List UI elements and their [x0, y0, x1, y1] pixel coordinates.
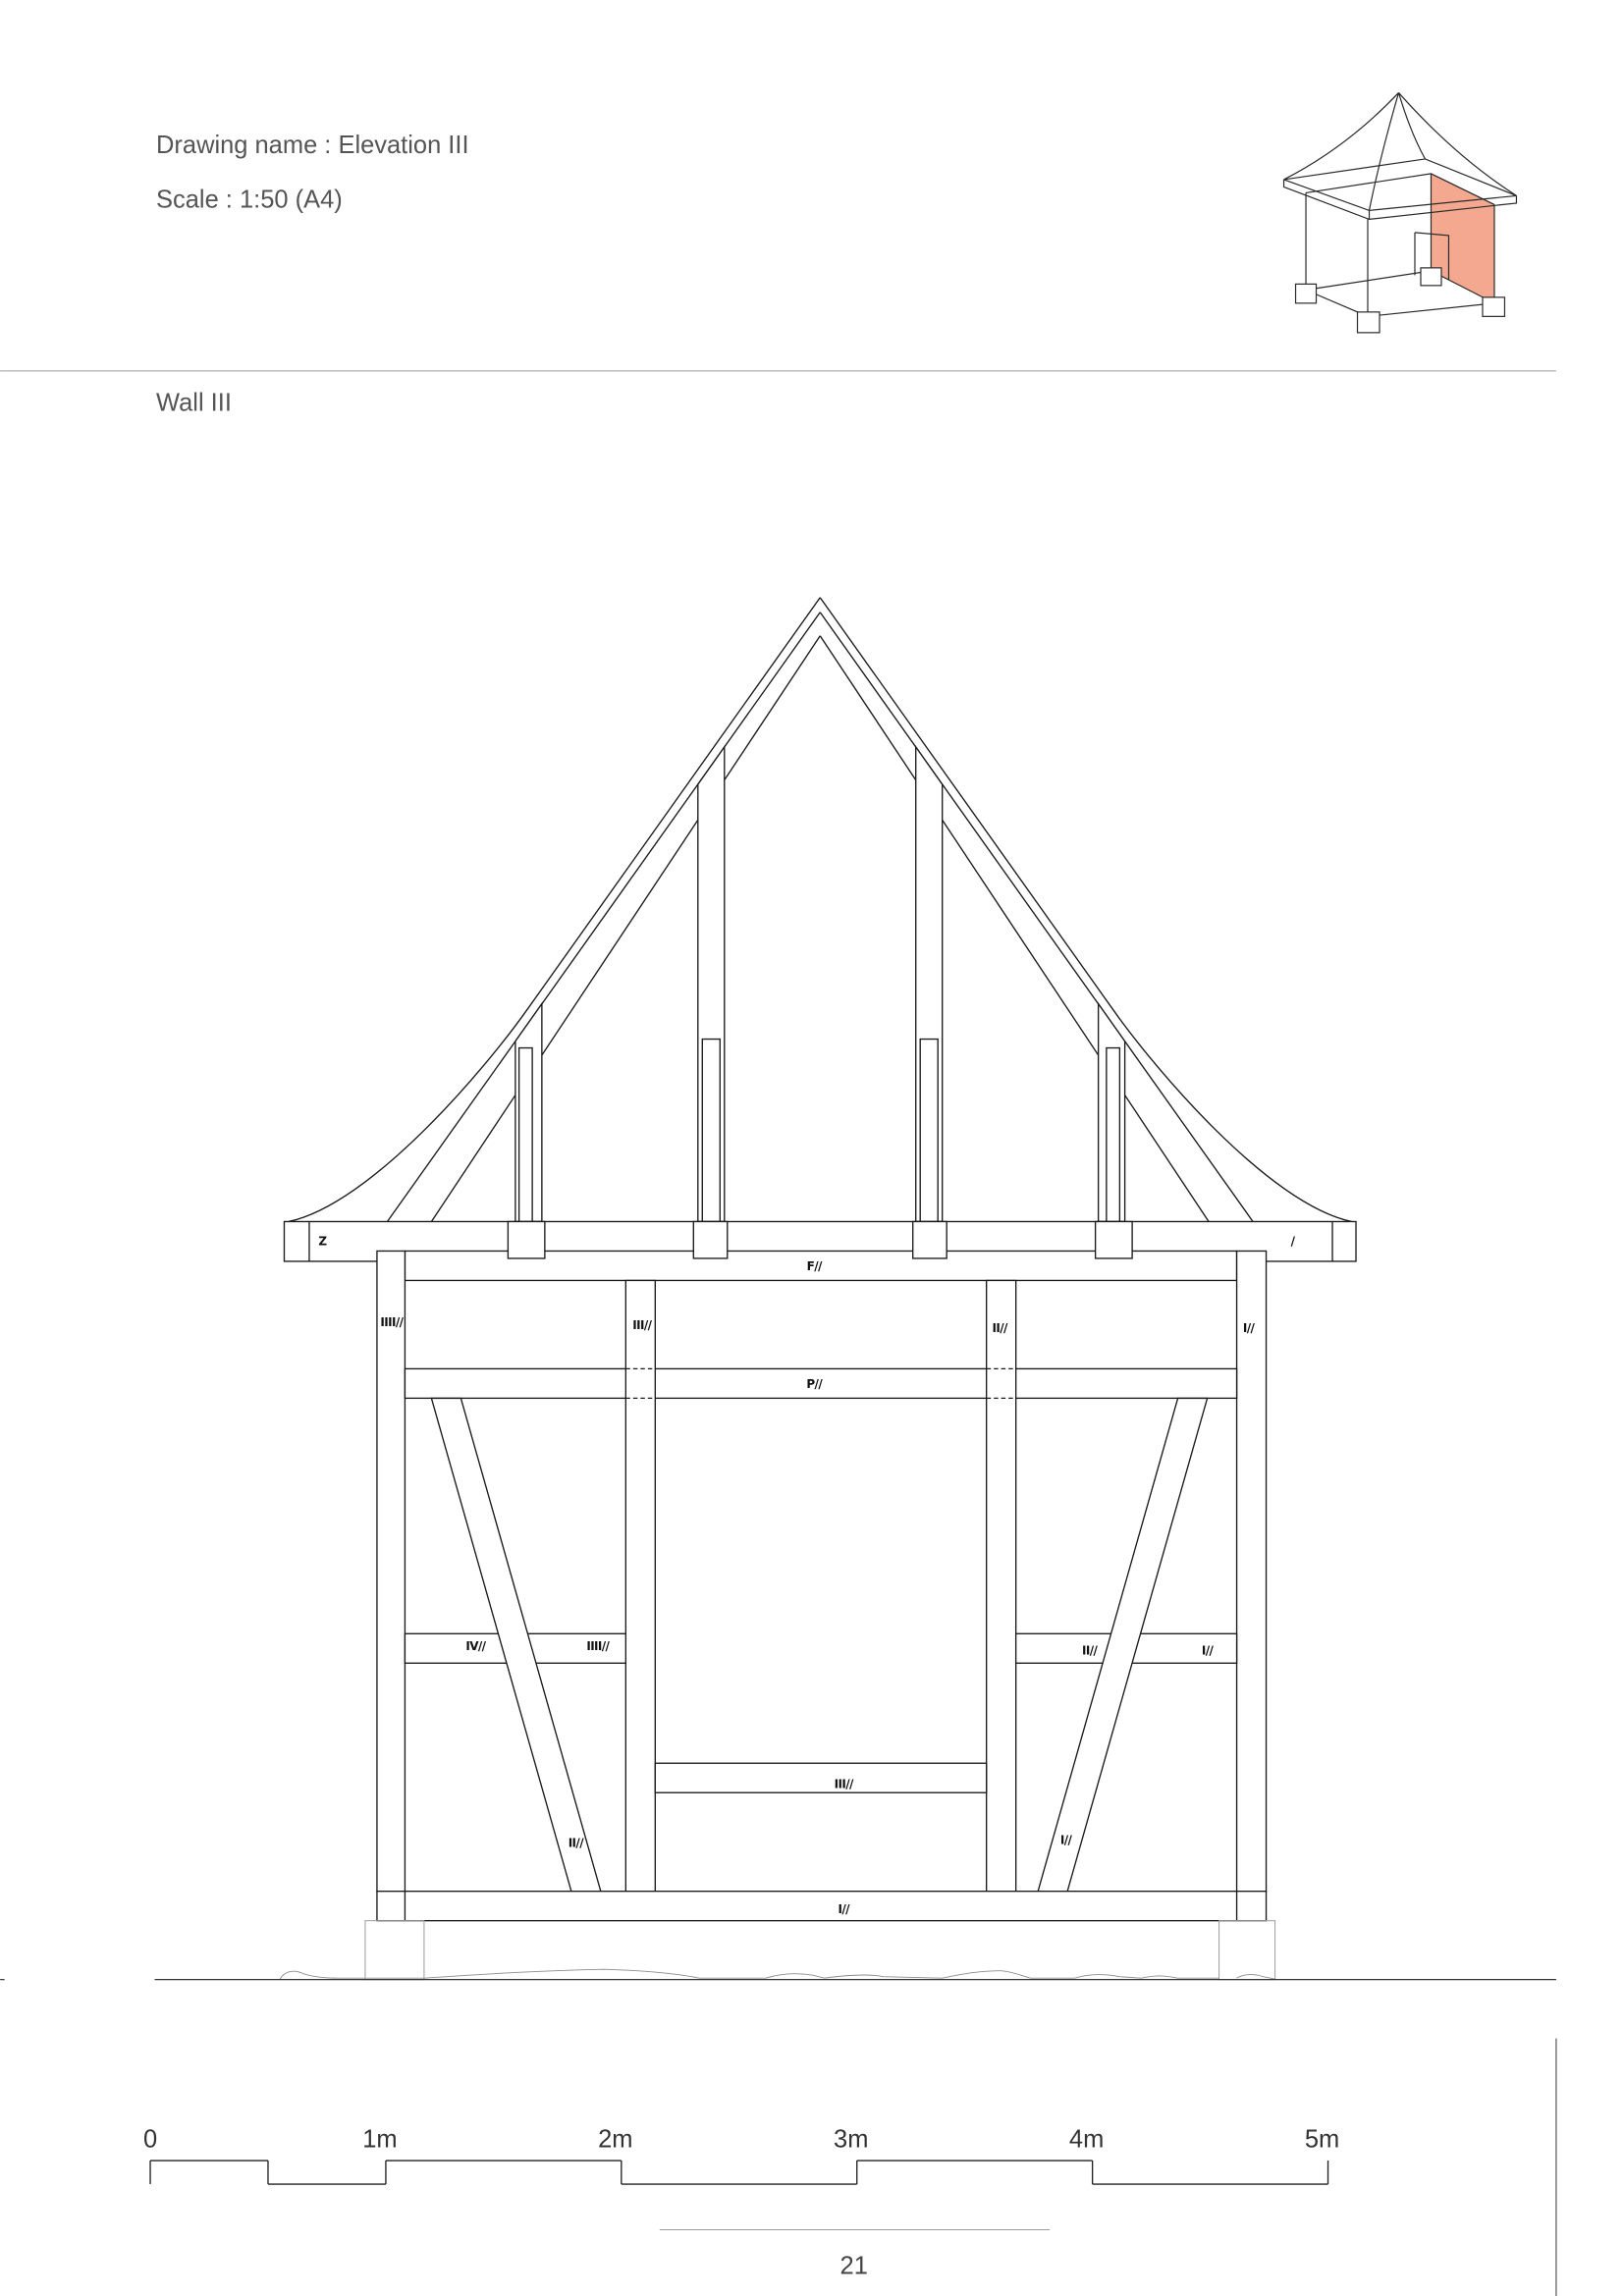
mark-mid-rail-left-outer: IV// [465, 1638, 486, 1653]
door-post-right [987, 1280, 1016, 1891]
post-block-left [508, 1221, 544, 1257]
foundation-block-c [1483, 297, 1504, 316]
post-block-mid-left [693, 1221, 727, 1257]
scale-bar-label-1m: 1m [362, 2125, 398, 2154]
mark-brace-right: I// [1059, 1833, 1072, 1847]
drawing-name-label: Drawing name : Elevation III [156, 131, 469, 159]
corner-post-right [1237, 1251, 1267, 1891]
mark-mid-rail-right-outer: I// [1201, 1643, 1214, 1658]
mark-corner-post-left: IIII// [380, 1314, 404, 1329]
post-block-mid-right [913, 1221, 947, 1257]
mark-corner-post-right: I// [1242, 1320, 1255, 1335]
mark-mid-rail-right-inner: II// [1081, 1643, 1098, 1658]
mark-sill-beam: I// [838, 1902, 849, 1917]
sill-beam [377, 1892, 1267, 1921]
scale-bar-label-2m: 2m [598, 2125, 633, 2154]
scale-bar-label-0: 0 [142, 2125, 158, 2154]
scale-bar-label-5m: 5m [1304, 2125, 1340, 2154]
page-number: 21 [839, 2252, 868, 2280]
post-block-right [1096, 1221, 1132, 1257]
section-title: Wall III [156, 389, 232, 417]
mark-eave-beam-left: Z [318, 1234, 327, 1249]
foundation-block-b [1358, 312, 1380, 333]
door-post-left [625, 1280, 655, 1891]
gable-post-mid-left-slot [702, 1040, 720, 1222]
mark-brace-left: II// [568, 1836, 583, 1850]
door-sill-rail [655, 1763, 986, 1792]
scale-bar-label-4m: 4m [1068, 2125, 1105, 2154]
gable-post-right-slot [1107, 1048, 1119, 1222]
corner-post-left [377, 1251, 405, 1891]
foundation-block-a [1296, 284, 1317, 302]
foundation-block-d [1421, 268, 1441, 286]
mark-door-post-left: III// [632, 1317, 652, 1332]
mark-door-sill-rail: III// [834, 1777, 853, 1791]
mark-mid-rail-left-inner: IIII// [586, 1638, 610, 1653]
mark-wall-plate: F// [806, 1258, 822, 1273]
scale-label: Scale : 1:50 (A4) [156, 186, 343, 214]
mark-door-post-right: II// [992, 1320, 1007, 1335]
gable-post-left-slot [519, 1048, 532, 1222]
mark-eave-beam-right: / [1290, 1234, 1295, 1249]
scale-bar-label-3m: 3m [834, 2125, 869, 2154]
gable-post-mid-right-slot [920, 1040, 938, 1222]
mark-upper-rail: P// [806, 1376, 823, 1391]
